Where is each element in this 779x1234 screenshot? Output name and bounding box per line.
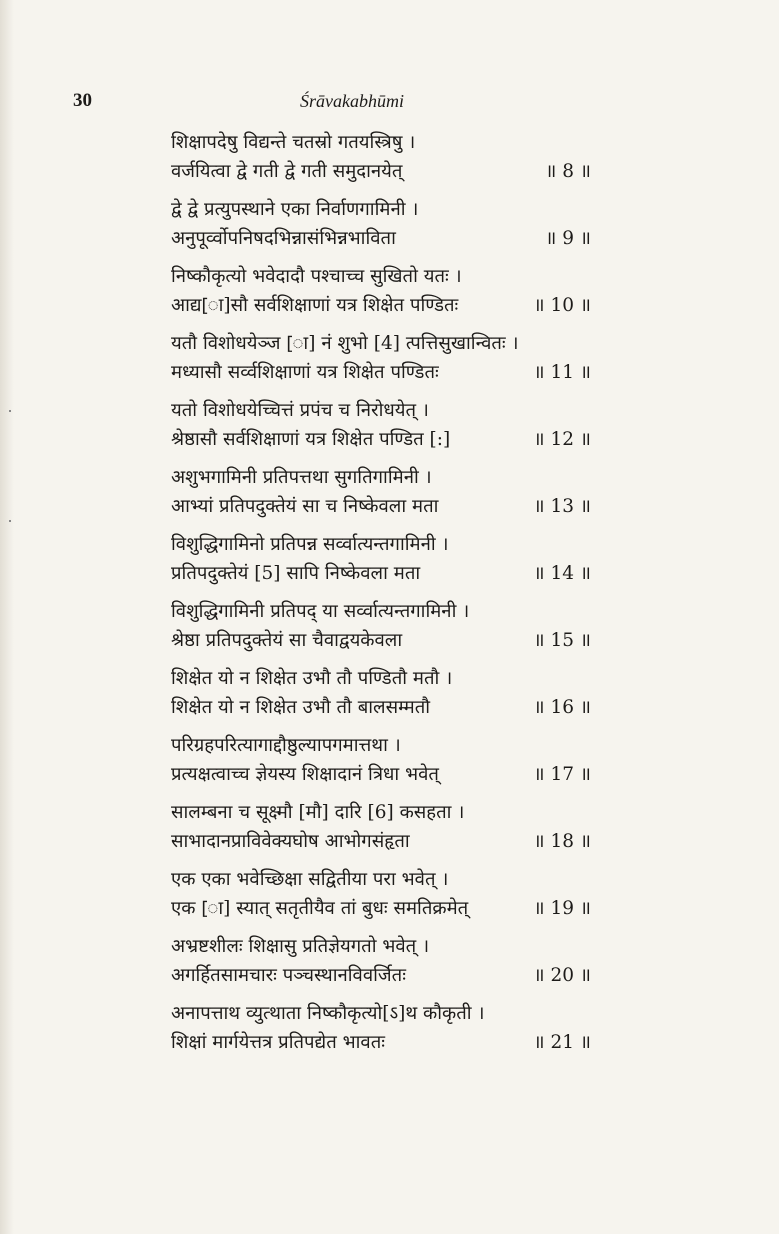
verse-text: श्रेष्ठा प्रतिपदुक्तेयं सा चैवाद्वयकेवला [171, 630, 403, 651]
verse-text: अभ्रष्टशीलः शिक्षासु प्रतिज्ञेयगतो भवेत् । [171, 936, 430, 957]
verse-text: परिग्रहपरित्यागाद्दौष्ठुल्यापगमात्तथा । [171, 735, 401, 756]
verse-line-1 [171, 530, 591, 559]
verse-number: ॥ 14 ॥ [533, 563, 591, 584]
verse-line-2 [171, 626, 591, 655]
verse-number: ॥ 9 ॥ [545, 228, 591, 249]
verse [171, 932, 591, 999]
verse-list [171, 128, 591, 1066]
verse [171, 329, 591, 396]
verse-text: एक एका भवेच्छिक्षा सद्वितीया परा भवेत् । [171, 869, 449, 890]
verse [171, 865, 591, 932]
verse-text: विशुद्धिगामिनो प्रतिपन्न सर्व्वात्यन्तगामिनी । [171, 534, 449, 555]
verse-line-2 [171, 559, 591, 588]
running-title: Śrāvakabhūmi [300, 91, 404, 111]
verse-line-2 [171, 1028, 591, 1057]
verse-line-2 [171, 492, 591, 521]
verse-text: शिक्षेत यो न शिक्षेत उभौ तौ बालसम्मतौ [171, 697, 431, 718]
verse-number: ॥ 16 ॥ [533, 697, 591, 718]
verse-text: श्रेष्ठासौ सर्वशिक्षाणां यत्र शिक्षेत पण्डित [:] [171, 429, 451, 450]
verse-number: ॥ 21 ॥ [533, 1032, 591, 1053]
verse [171, 195, 591, 262]
verse-text: यतौ विशोधयेञ्ज [ा] नं शुभो [4] त्पत्तिसुखान्वितः । [171, 333, 519, 354]
verse-line-1 [171, 865, 591, 894]
verse-number: ॥ 19 ॥ [533, 898, 591, 919]
verse-line-2 [171, 425, 591, 454]
verse-line-1 [171, 329, 591, 358]
verse-number: ॥ 12 ॥ [533, 429, 591, 450]
verse-line-1 [171, 798, 591, 827]
verse-number: ॥ 18 ॥ [533, 831, 591, 852]
verse-line-2 [171, 291, 591, 320]
verse-text: शिक्षापदेषु विद्यन्ते चतस्रो गतयस्त्रिषु । [171, 132, 416, 153]
verse-line-2 [171, 693, 591, 722]
verse [171, 597, 591, 664]
verse-number: ॥ 20 ॥ [533, 965, 591, 986]
verse [171, 463, 591, 530]
verse-text: निष्कौकृत्यो भवेदादौ पश्चाच्च सुखितो यतः । [171, 266, 462, 287]
verse-line-1 [171, 128, 591, 157]
verse-line-1 [171, 597, 591, 626]
verse [171, 530, 591, 597]
verse-text: शिक्षां मार्गयेत्तत्र प्रतिपद्येत भावतः [171, 1032, 386, 1053]
verse [171, 664, 591, 731]
verse-number: ॥ 10 ॥ [533, 295, 591, 316]
verse-line-1 [171, 396, 591, 425]
verse-line-2 [171, 827, 591, 856]
verse-line-1 [171, 999, 591, 1028]
verse-number: ॥ 15 ॥ [533, 630, 591, 651]
verse-line-2 [171, 157, 591, 186]
verse-text: द्वे द्वे प्रत्युपस्थाने एका निर्वाणगामिनी । [171, 199, 419, 220]
verse-text: अनापत्ताथ व्युत्थाता निष्कौकृत्यो[ऽ]थ कौकृती । [171, 1003, 485, 1024]
verse-line-2 [171, 760, 591, 789]
verse-line-1 [171, 463, 591, 492]
verse-number: ॥ 17 ॥ [533, 764, 591, 785]
verse [171, 798, 591, 865]
verse-number: ॥ 8 ॥ [545, 161, 591, 182]
verse-text: शिक्षेत यो न शिक्षेत उभौ तौ पण्डितौ मतौ । [171, 668, 453, 689]
verse-line-1 [171, 731, 591, 760]
verse-line-1 [171, 195, 591, 224]
verse [171, 999, 591, 1066]
verse-text: आद्य[ा]सौ सर्वशिक्षाणां यत्र शिक्षेत पण्डितः [171, 295, 459, 316]
verse-line-1 [171, 262, 591, 291]
verse-number: ॥ 13 ॥ [533, 496, 591, 517]
verse [171, 128, 591, 195]
verse-text: प्रत्यक्षत्वाच्च ज्ञेयस्य शिक्षादानं त्रिधा भवेत् [171, 764, 439, 785]
verse-number: ॥ 11 ॥ [533, 362, 591, 383]
verse-text: अगर्हितसामचारः पञ्चस्थानविवर्जितः [171, 965, 406, 986]
page-header [0, 90, 779, 120]
verse [171, 396, 591, 463]
verse [171, 262, 591, 329]
verse-text: सालम्बना च सूक्ष्मौ [मौ] दारि [6] कसहता । [171, 802, 465, 823]
verse-line-2 [171, 894, 591, 923]
verse-text: अनुपूर्व्वोपनिषदभिन्नासंभिन्नभाविता [171, 228, 396, 249]
verse-text: विशुद्धिगामिनी प्रतिपद् या सर्व्वात्यन्तगामिनी । [171, 601, 470, 622]
margin-speck [9, 410, 11, 412]
verse [171, 731, 591, 798]
page-number: 30 [73, 90, 92, 111]
page-gutter [0, 0, 14, 1234]
verse-text: अशुभगामिनी प्रतिपत्तथा सुगतिगामिनी । [171, 467, 432, 488]
verse-line-2 [171, 224, 591, 253]
margin-speck [9, 520, 11, 522]
verse-line-2 [171, 961, 591, 990]
verse-text: आभ्यां प्रतिपदुक्तेयं सा च निष्केवला मता [171, 496, 439, 517]
verse-line-1 [171, 664, 591, 693]
verse-line-2 [171, 358, 591, 387]
verse-text: साभादानप्राविवेक्यघोष आभोगसंहृता [171, 831, 410, 852]
verse-text: प्रतिपदुक्तेयं [5] सापि निष्केवला मता [171, 563, 421, 584]
verse-line-1 [171, 932, 591, 961]
verse-text: वर्जयित्वा द्वे गती द्वे गती समुदानयेत् [171, 161, 403, 182]
verse-text: मध्यासौ सर्व्वशिक्षाणां यत्र शिक्षेत पण्डितः [171, 362, 439, 383]
verse-text: यतो विशोधयेच्चित्तं प्रपंच च निरोधयेत् । [171, 400, 429, 421]
verse-text: एक [ा] स्यात् सतृतीयैव तां बुधः समतिक्रमेत् [171, 898, 469, 919]
